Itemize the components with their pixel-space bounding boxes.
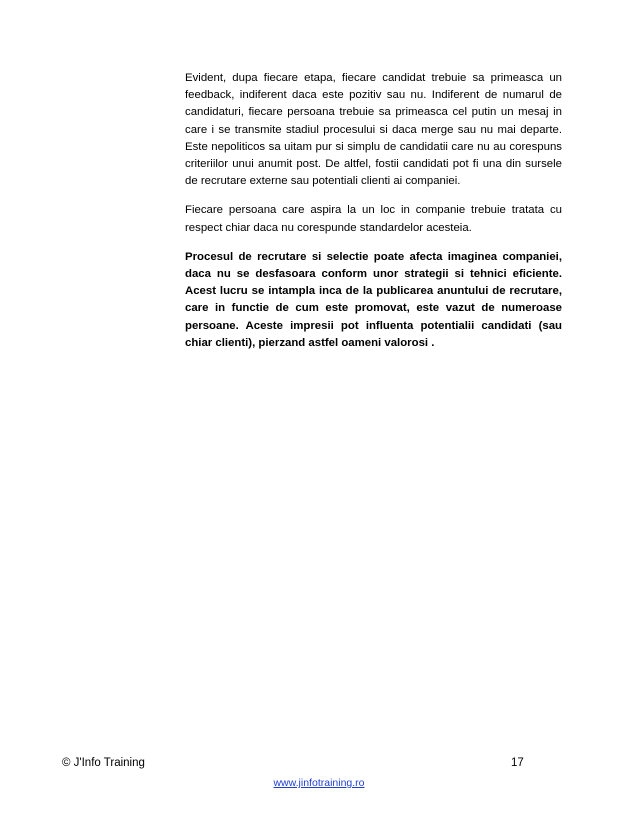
paragraph-company-image: Procesul de recrutare si selectie poate afecta imaginea companiei, daca nu se desfasoara conform unor strategii si tehnici eficiente. Acest lucru se intampla inca de la publicarea anuntului de recrutare, care in functie de cum este promovat, este vazut de numeroase persoane. Aceste impresii pot influenta potentialii candidati (sau chiar clienti), pierzand astfel oameni valorosi . xyxy=(185,250,562,349)
footer-copyright: © J'Info Training xyxy=(62,757,145,769)
page-number: 17 xyxy=(511,757,524,769)
paragraph-feedback: Evident, dupa fiecare etapa, fiecare candidat trebuie sa primeasca un feedback, indiferent daca este pozitiv sau nu. Indiferent de numarul de candidaturi, fiecare persoana trebuie sa primeasca cel putin un mesaj in care i se transmite stadiul procesului si daca merge sau nu mai departe. Este nepoliticos sa uitam pur si simplu de candidatii care nu au corespuns criteriilor unui anumit post. De altfel, fostii candidati pot fi una din sursele de recrutare externe sau potentiali clienti ai companiei. xyxy=(185,72,562,188)
website-link[interactable]: www.jinfotraining.ro xyxy=(273,777,365,789)
body-text xyxy=(185,70,562,364)
paragraph-respect: Fiecare persoana care aspira la un loc in companie trebuie tratata cu respect chiar daca nu corespunde standardelor acesteia. xyxy=(185,204,562,234)
